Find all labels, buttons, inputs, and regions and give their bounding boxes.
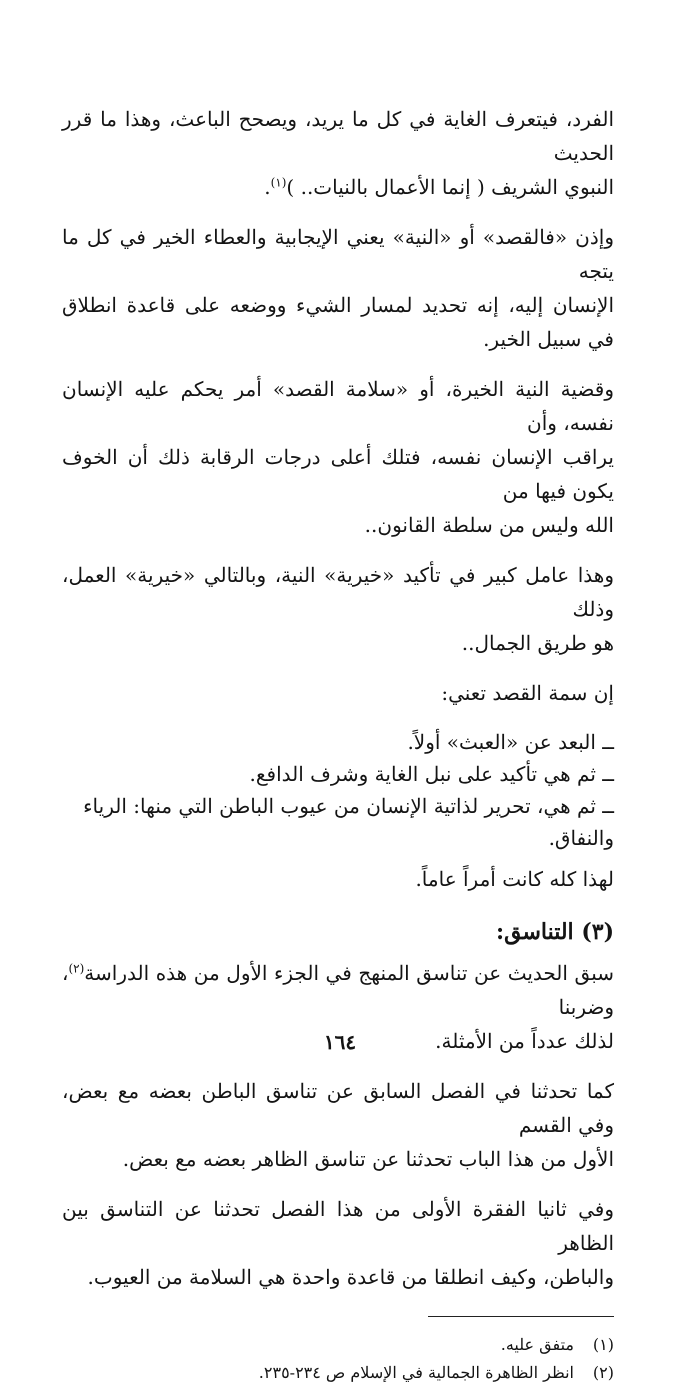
list-item: ــ البعد عن «العبث» أولاً. (407, 730, 614, 754)
footnote-1-number: (١) (592, 1335, 614, 1354)
section-heading: (٣) التناسق: (495, 919, 614, 945)
closing-line: لهذا كله كانت أمراً عاماً. (415, 867, 614, 891)
paragraph-5 (62, 676, 614, 710)
paragraph-2 (62, 220, 614, 356)
paragraph-4-line-1: وهذا عامل كبير في تأكيد «خيرية» النية، وبالتالي «خيرية» العمل، وذلك (62, 563, 614, 621)
footnote-ref-1: (١) (270, 175, 287, 190)
footnotes (62, 1331, 614, 1387)
paragraph-1 (62, 102, 614, 204)
section-paragraph-3-line-2: والباطن، وكيف انطلقا من قاعدة واحدة هي السلامة من العيوب. (87, 1265, 614, 1289)
section-paragraph-1-line-1 (62, 956, 614, 1024)
paragraph-2-line-2: الإنسان إليه، إنه تحديد لمسار الشيء ووضعه على قاعدة انطلاق في سبيل الخير. (62, 293, 614, 351)
paragraph-1-line-2-text: النبوي الشريف ( إنما الأعمال بالنيات.. ) (286, 175, 614, 199)
section-paragraph-2-line-1: كما تحدثنا في الفصل السابق عن تناسق الباطن بعضه مع بعض، وفي القسم (62, 1079, 615, 1137)
paragraph-4-line-2: هو طريق الجمال.. (461, 631, 614, 655)
paragraph-1-line-1: الفرد، فيتعرف الغاية في كل ما يريد، ويصحح الباعث، وهذا ما قرر الحديث (62, 107, 614, 165)
list-item: ــ ثم هي، تحرير لذاتية الإنسان من عيوب الباطن التي منها: الرياء والنفاق. (83, 794, 614, 850)
paragraph-3-line-2: يراقب الإنسان نفسه، فتلك أعلى درجات الرقابة ذلك أن الخوف يكون فيها من (62, 445, 614, 503)
list-item: ــ ثم هي تأكيد على نبل الغاية وشرف الدافع. (249, 762, 614, 786)
paragraph-4 (62, 558, 614, 660)
section-paragraph-1-line-1-tail: ، وضربنا (62, 961, 614, 1019)
page-number: ١٦٤ (323, 1030, 357, 1054)
footnote-divider (428, 1316, 614, 1317)
section-paragraph-3-line-1: وفي ثانيا الفقرة الأولى من هذا الفصل تحدثنا عن التناسق بين الظاهر (62, 1197, 614, 1255)
footnote-1-text: متفق عليه. (500, 1335, 574, 1354)
qualities-list (62, 726, 614, 854)
section-paragraph-2 (62, 1074, 614, 1176)
section-paragraph-3 (62, 1192, 614, 1294)
section-paragraph-1-line-1-text: سبق الحديث عن تناسق المنهج في الجزء الأول من هذه الدراسة (84, 961, 614, 985)
paragraph-5-line-1: إن سمة القصد تعني: (441, 681, 614, 705)
paragraph-3-line-3: الله وليس من سلطة القانون.. (364, 513, 614, 537)
section-paragraph-2-line-2: الأول من هذا الباب تحدثنا عن تناسق الظاهر بعضه مع بعض. (122, 1147, 614, 1171)
footnote-2-text: انظر الظاهرة الجمالية في الإسلام ص ٢٣٤-٢٣٥. (258, 1363, 574, 1382)
footnote-2-number: (٢) (592, 1363, 614, 1382)
paragraph-2-line-1: وإذن «فالقصد» أو «النية» يعني الإيجابية والعطاء الخير في كل ما يتجه (62, 225, 614, 283)
section-paragraph-1-line-2: لذلك عدداً من الأمثلة. (435, 1029, 614, 1053)
paragraph-1-line-2: النبوي الشريف ( إنما الأعمال بالنيات.. )$^{(١)}$. (264, 175, 614, 199)
paragraph-3-line-1: وقضية النية الخيرة، أو «سلامة القصد» أمر يحكم عليه الإنسان نفسه، وأن (62, 377, 614, 435)
footnote-2 (62, 1359, 614, 1387)
paragraph-3 (62, 372, 614, 542)
footnote-ref-2: (٢) (68, 961, 85, 976)
footnote-1 (62, 1331, 614, 1359)
